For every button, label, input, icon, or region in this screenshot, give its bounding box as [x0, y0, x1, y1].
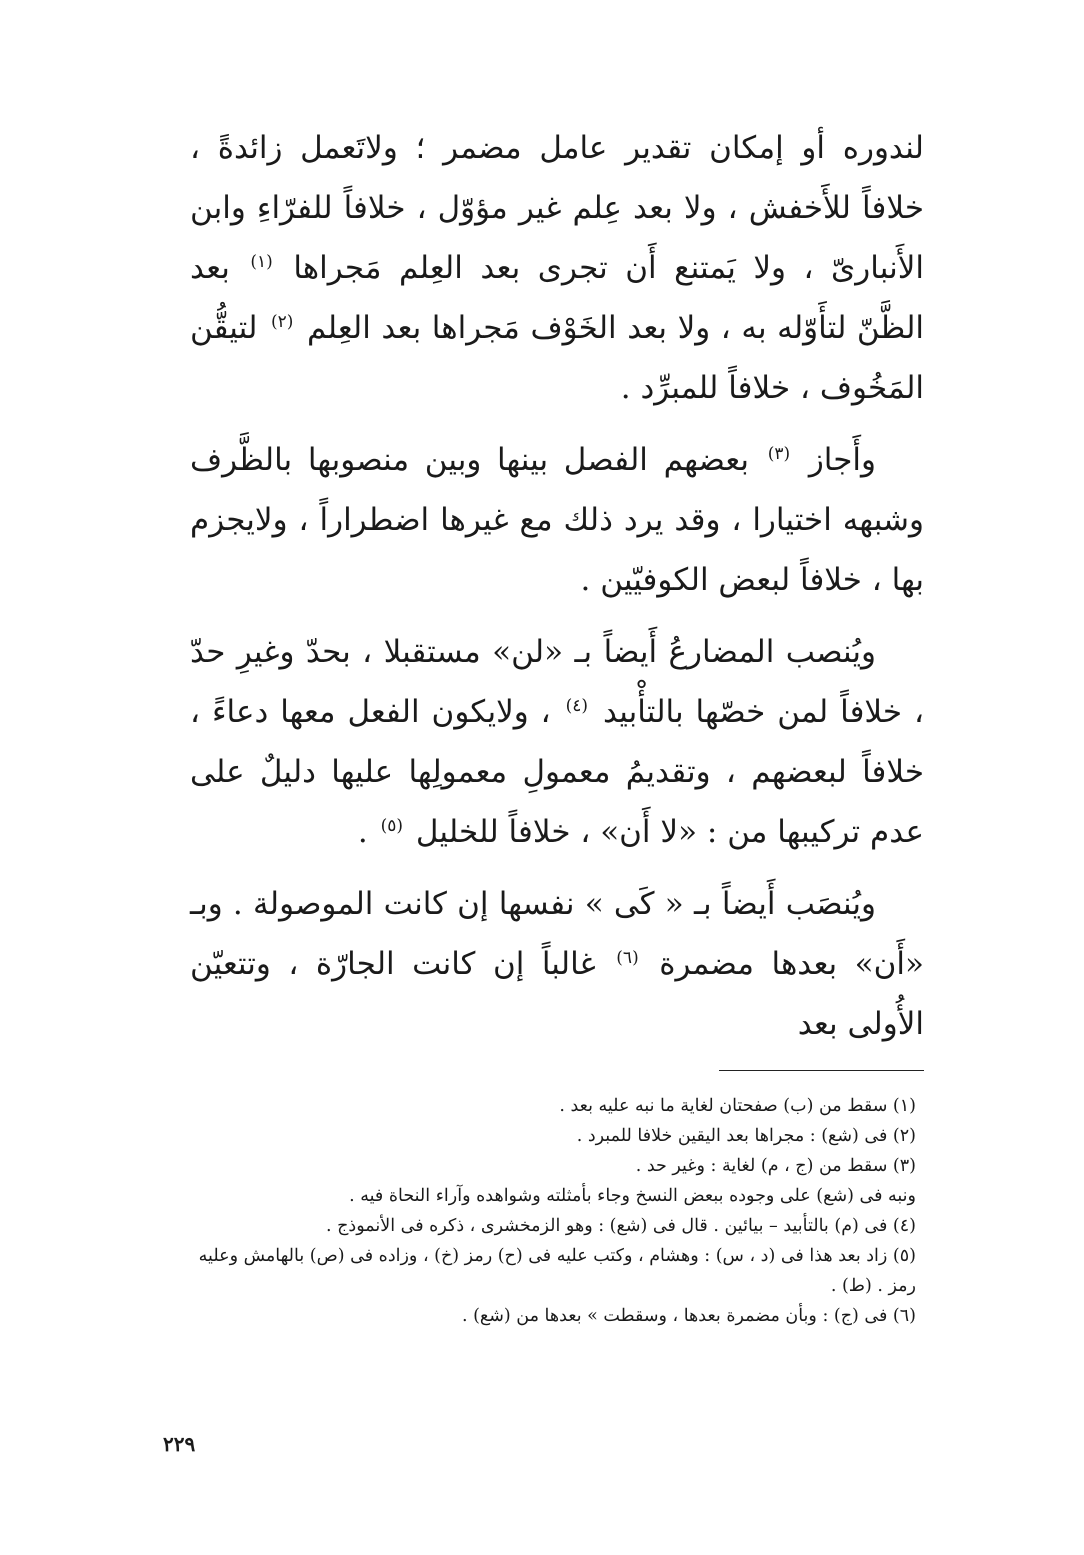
footnote-reference: (٤) — [565, 695, 589, 716]
footnote-5: (٥) زاد بعد هذا فى (د ، س) : وهشام ، وكتب عليه فى (ح) رمز (خ) ، وزاده فى (ص) بالهامش وعليه رمز . (ط) . — [198, 1246, 916, 1296]
book-page — [190, 118, 924, 1538]
main-text — [190, 118, 924, 1054]
footnote-6: (٦) فى (ج) : وبأن مضمرة بعدها ، وسقطت » بعدها من (شع) . — [461, 1306, 916, 1326]
paragraph-text: وأَجاز — [808, 442, 876, 478]
paragraph-text: . — [357, 814, 368, 850]
page-number: ٢٢٩ — [163, 1432, 196, 1456]
paragraph-1 — [190, 118, 924, 418]
footnote-reference: (٦) — [616, 947, 639, 968]
paragraph-text: ، ولايكون الفعل معها دعاءً ، خلافاً لبعضهم ، وتقديمُ معمولِ معمولِها عليها دليلٌ على عدم تركيبها من : «لا أَن» ، خلافاً للخليل — [190, 694, 924, 850]
footnote-separator-rule — [719, 1070, 924, 1071]
paragraph-text: غالباً إن كانت الجارّة ، وتتعيّن الأُولى بعد — [190, 946, 924, 1042]
paragraph-3 — [190, 622, 924, 862]
footnote-reference: (٣) — [767, 443, 791, 464]
footnote-reference: (١) — [250, 251, 273, 272]
footnote-4: (٤) فى (م) بالتأبيد – بيائين . قال فى (شع) : وهو الزمخشرى ، ذكره فى الأنموذج . — [326, 1216, 916, 1236]
footnote-3: (٣) سقط من (ج ، م) لغاية : وغير حد . — [635, 1156, 916, 1176]
paragraph-text: لندوره أو إمكان تقدير عامل مضمر ؛ ولاتَعمل زائدةً ، خلافاً للأَخفش ، ولا بعد عِلم غير مؤوّل ، خلافاً للفرّاءِ وابن الأَنبارىّ ، ولا يَمتنع أَن تجرى بعد العِلم مَجراها — [190, 130, 924, 286]
paragraph-2 — [190, 430, 924, 610]
footnote-1: (١) سقط من (ب) صفحتان لغاية ما نبه عليه بعد . — [559, 1096, 916, 1116]
footnote-2: (٢) فى (شع) : مجراها بعد اليقين خلافا للمبرد . — [576, 1126, 916, 1146]
paragraph-text: بعضهم الفصل بينها وبين منصوبها بالظَّرف وشبهه اختيارا ، وقد يرد ذلك مع غيرها اضطراراً ، ولايجزم بها ، خلافاً لبعض الكوفيّين . — [190, 442, 924, 598]
footnote-reference: (٥) — [380, 815, 404, 836]
paragraph-text: بعد الظَّنّ لتأَوّله به ، ولا بعد الخَوْف مَجراها بعد العِلم — [190, 250, 925, 346]
paragraph-text: لتيقُّن المَخُوف ، خلافاً للمبرِّد . — [190, 310, 924, 406]
footnotes — [190, 1091, 924, 1331]
paragraph-text: ويُنصب المضارعُ أَيضاً بـ «لن» مستقبلا ، بحدّ وغيرِ حدّ ، خلافاً لمن خصّها بالتأْبيد — [190, 634, 925, 730]
paragraph-text: ويُنصَب أَيضاً بـ « كَى » نفسها إن كانت الموصولة . وبـ «أَن» بعدها مضمرة — [190, 886, 924, 982]
footnote-reference: (٢) — [270, 311, 294, 332]
paragraph-4 — [190, 874, 924, 1054]
footnote-3-continuation: ونبه فى (شع) على وجوده ببعض النسخ وجاء بأمثلته وشواهده وآراء النحاة فيه . — [349, 1186, 916, 1206]
